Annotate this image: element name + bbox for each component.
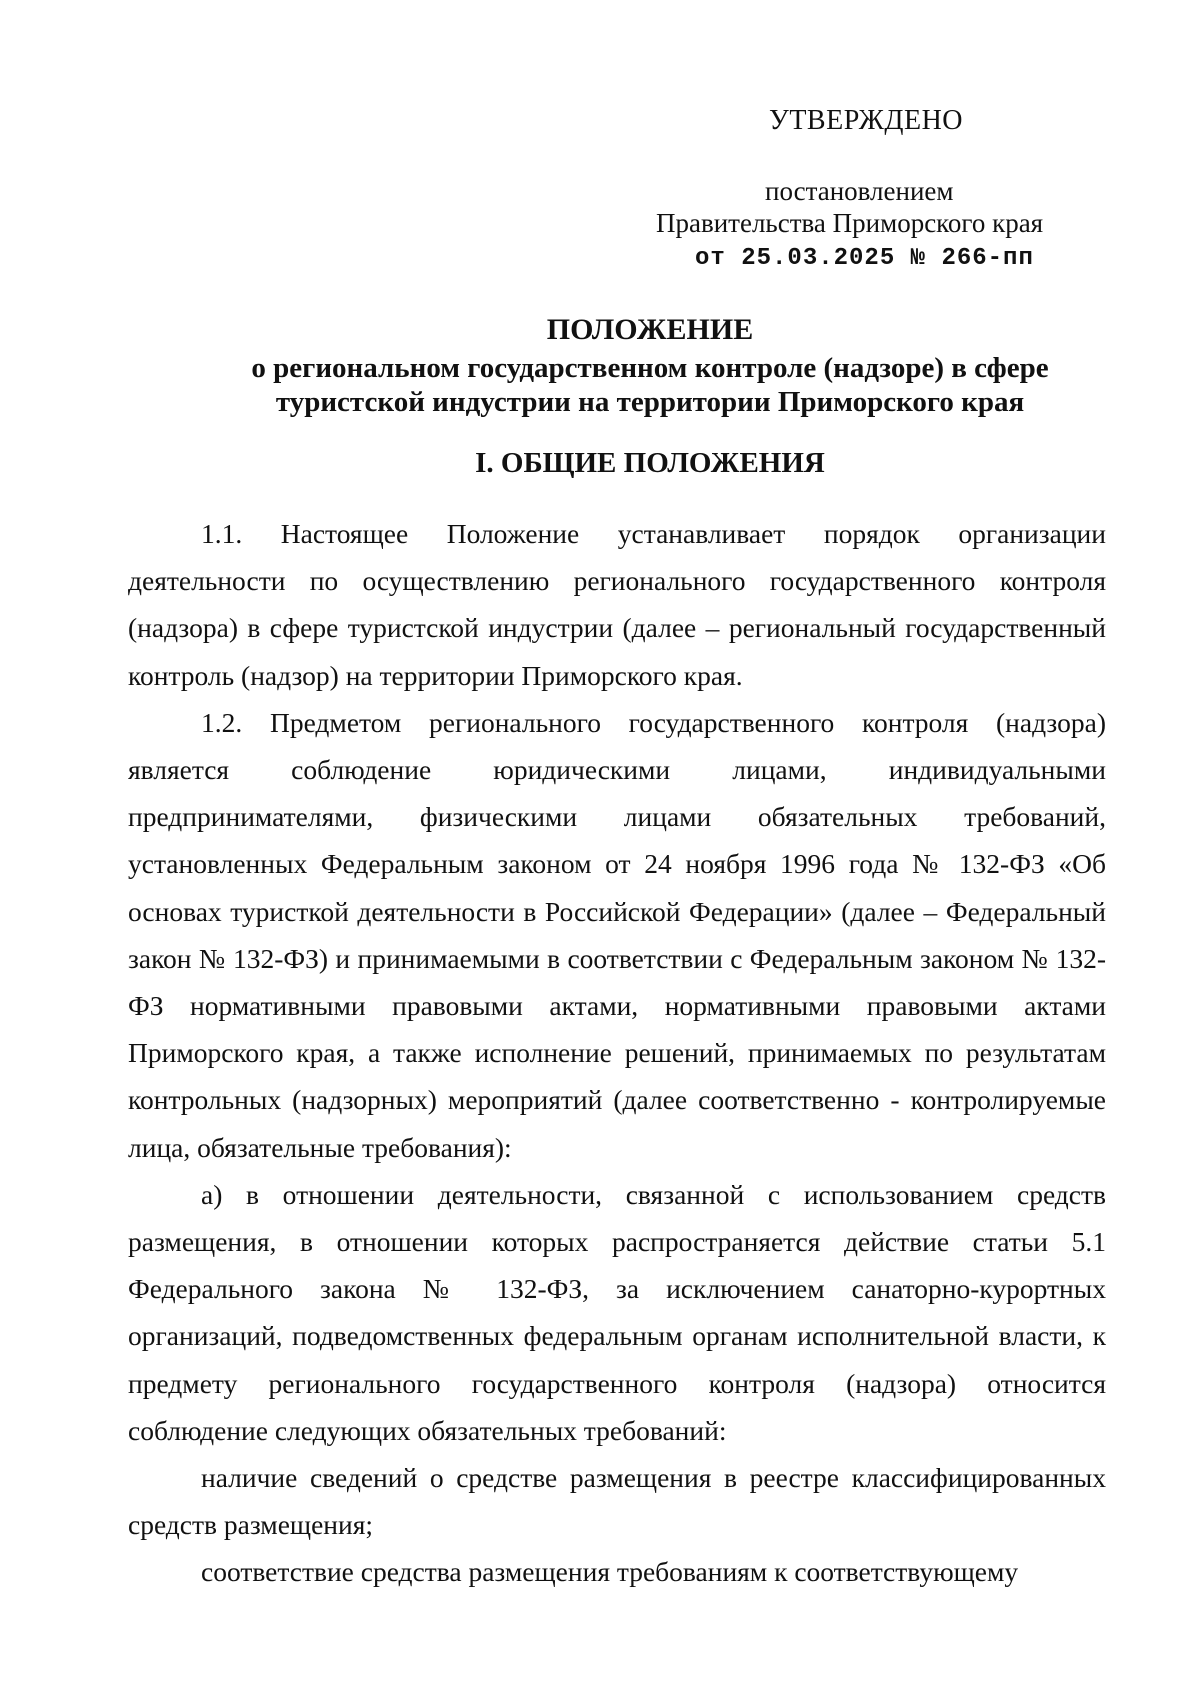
- subparagraph-a: а) в отношении деятельности, связанной с использованием средств размещения, в отношении которых распространяется действие статьи 5.1 Федерального закона № 132-ФЗ, за исключением санаторно-курортных организаций, подведомственных федеральным органам исполнительной власти, к предмету регионального государственного контроля (надзора) относится соблюдение следующих обязательных требований:: [128, 1178, 1106, 1446]
- section-heading: I. ОБЩИЕ ПОЛОЖЕНИЯ: [475, 447, 825, 479]
- decree-number: от 25.03.2025 № 266-пп: [695, 245, 1034, 272]
- document-body: [128, 510, 1106, 1596]
- requirement-item-2: соответствие средства размещения требованиям к соответствующему: [201, 1556, 1019, 1588]
- paragraph-1-1: 1.1. Настоящее Положение устанавливает порядок организации деятельности по осуществлению регионального государственного контроля (надзора) в сфере туристской индустрии (далее – региональный государственный контроль (надзор) на территории Приморского края.: [128, 518, 1106, 691]
- approval-government: Правительства Приморского края: [656, 208, 1044, 238]
- document-subtitle-line-2: туристской индустрии на территории Приморского края: [275, 386, 1025, 418]
- requirement-item-1: наличие сведений о средстве размещения в реестре классифицированных средств размещения;: [128, 1462, 1106, 1541]
- approval-by-decree: постановлением: [765, 176, 954, 206]
- approval-stamp-title: УТВЕРЖДЕНО: [769, 105, 964, 136]
- document-title: ПОЛОЖЕНИЕ: [546, 313, 754, 346]
- document-subtitle-line-1: о региональном государственном контроле (надзоре) в сфере: [251, 352, 1049, 384]
- paragraph-1-2: 1.2. Предметом регионального государственного контроля (надзора) является соблюдение юридическими лицами, индивидуальными предпринимателями, физическими лицами обязательных требований, установленных Федеральным законом от 24 ноября 1996 года № 132-ФЗ «Об основах туристкой деятельности в Российской Федерации» (далее – Федеральный закон № 132-ФЗ) и принимаемыми в соответствии с Федеральным законом № 132-ФЗ нормативными правовыми актами, нормативными правовыми актами Приморского края, а также исполнение решений, принимаемых по результатам контрольных (надзорных) мероприятий (далее соответственно - контролируемые лица, обязательные требования):: [128, 706, 1106, 1163]
